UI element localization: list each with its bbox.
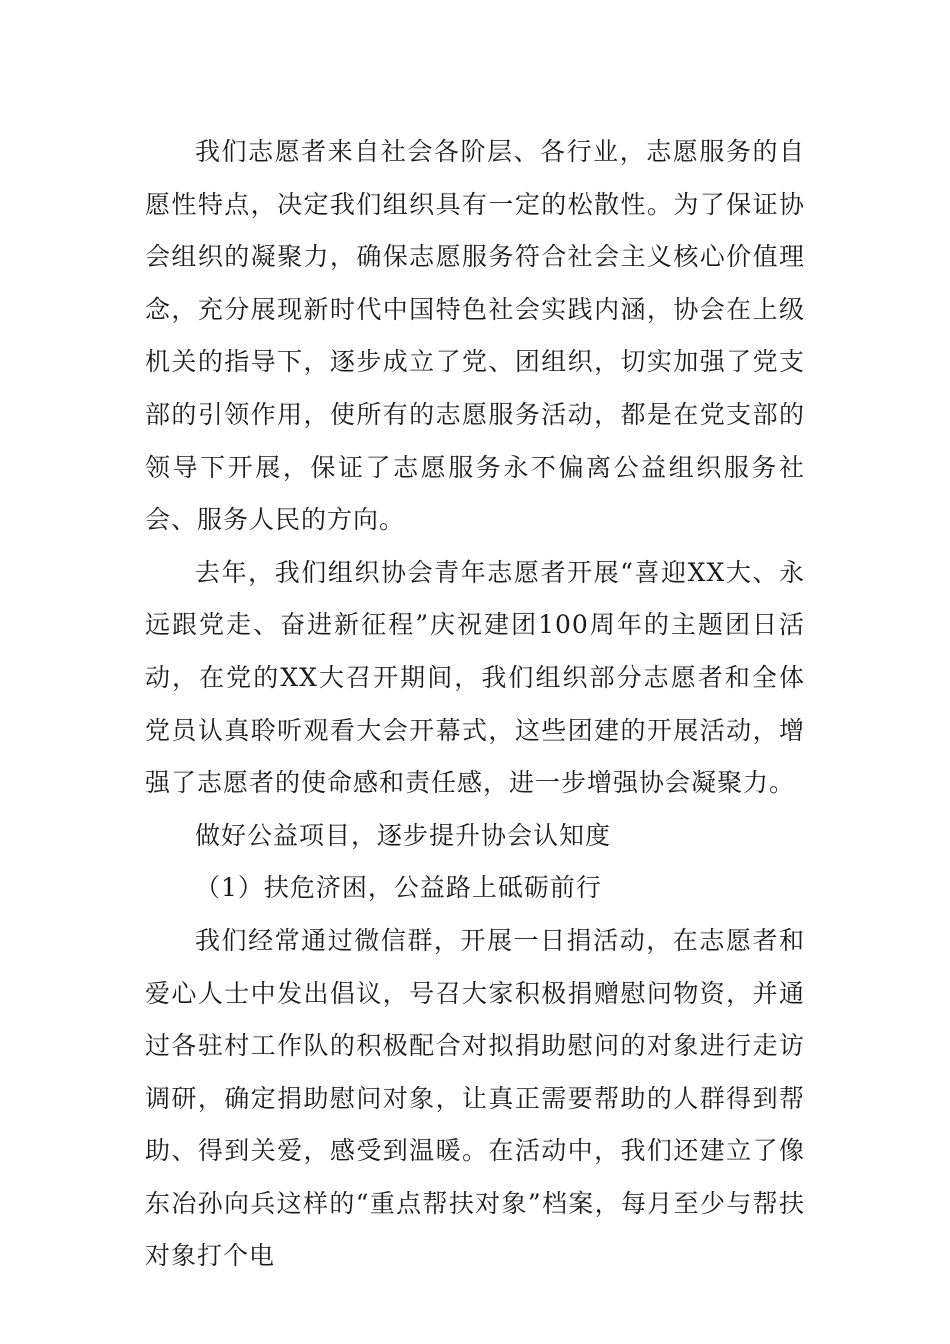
paragraph-donation-activities: 我们经常通过微信群，开展一日捐活动，在志愿者和爱心人士中发出倡议，号召大家积极捐赠慰问物资，并通过各驻村工作队的积极配合对拟捐助慰问的对象进行走访调研，确定捐助慰问对象，让真正需要帮助的人群得到帮助、得到关爱，感受到温暖。在活动中，我们还建立了像东冶孙向兵这样的“重点帮扶对象”档案，每月至少与帮扶对象打个电 [145, 925, 805, 1271]
paragraph-volunteer-organization: 我们志愿者来自社会各阶层、各行业，志愿服务的自愿性特点，决定我们组织具有一定的松散性。为了保证协会组织的凝聚力，确保志愿服务符合社会主义核心价值理念，充分展现新时代中国特色社会实践内涵，协会在上级机关的指导下，逐步成立了党、团组织，切实加强了党支部的引领作用，使所有的志愿服务活动，都是在党支部的领导下开展，保证了志愿服务永不偏离公益组织服务社会、服务人民的方向。 [145, 137, 805, 535]
document-body [145, 126, 805, 1283]
paragraph-youth-activities: 去年，我们组织协会青年志愿者开展“喜迎XX大、永远跟党走、奋进新征程”庆祝建团100周年的主题团日活动，在党的XX大召开期间，我们组织部分志愿者和全体党员认真聆听观看大会开幕式，这些团建的开展活动，增强了志愿者的使命感和责任感，进一步增强协会凝聚力。 [145, 557, 805, 798]
subsection-heading-poverty-relief: （1）扶危济困，公益路上砥砺前行 [195, 873, 602, 903]
section-heading-public-welfare: 做好公益项目，逐步提升协会认知度 [195, 820, 612, 850]
